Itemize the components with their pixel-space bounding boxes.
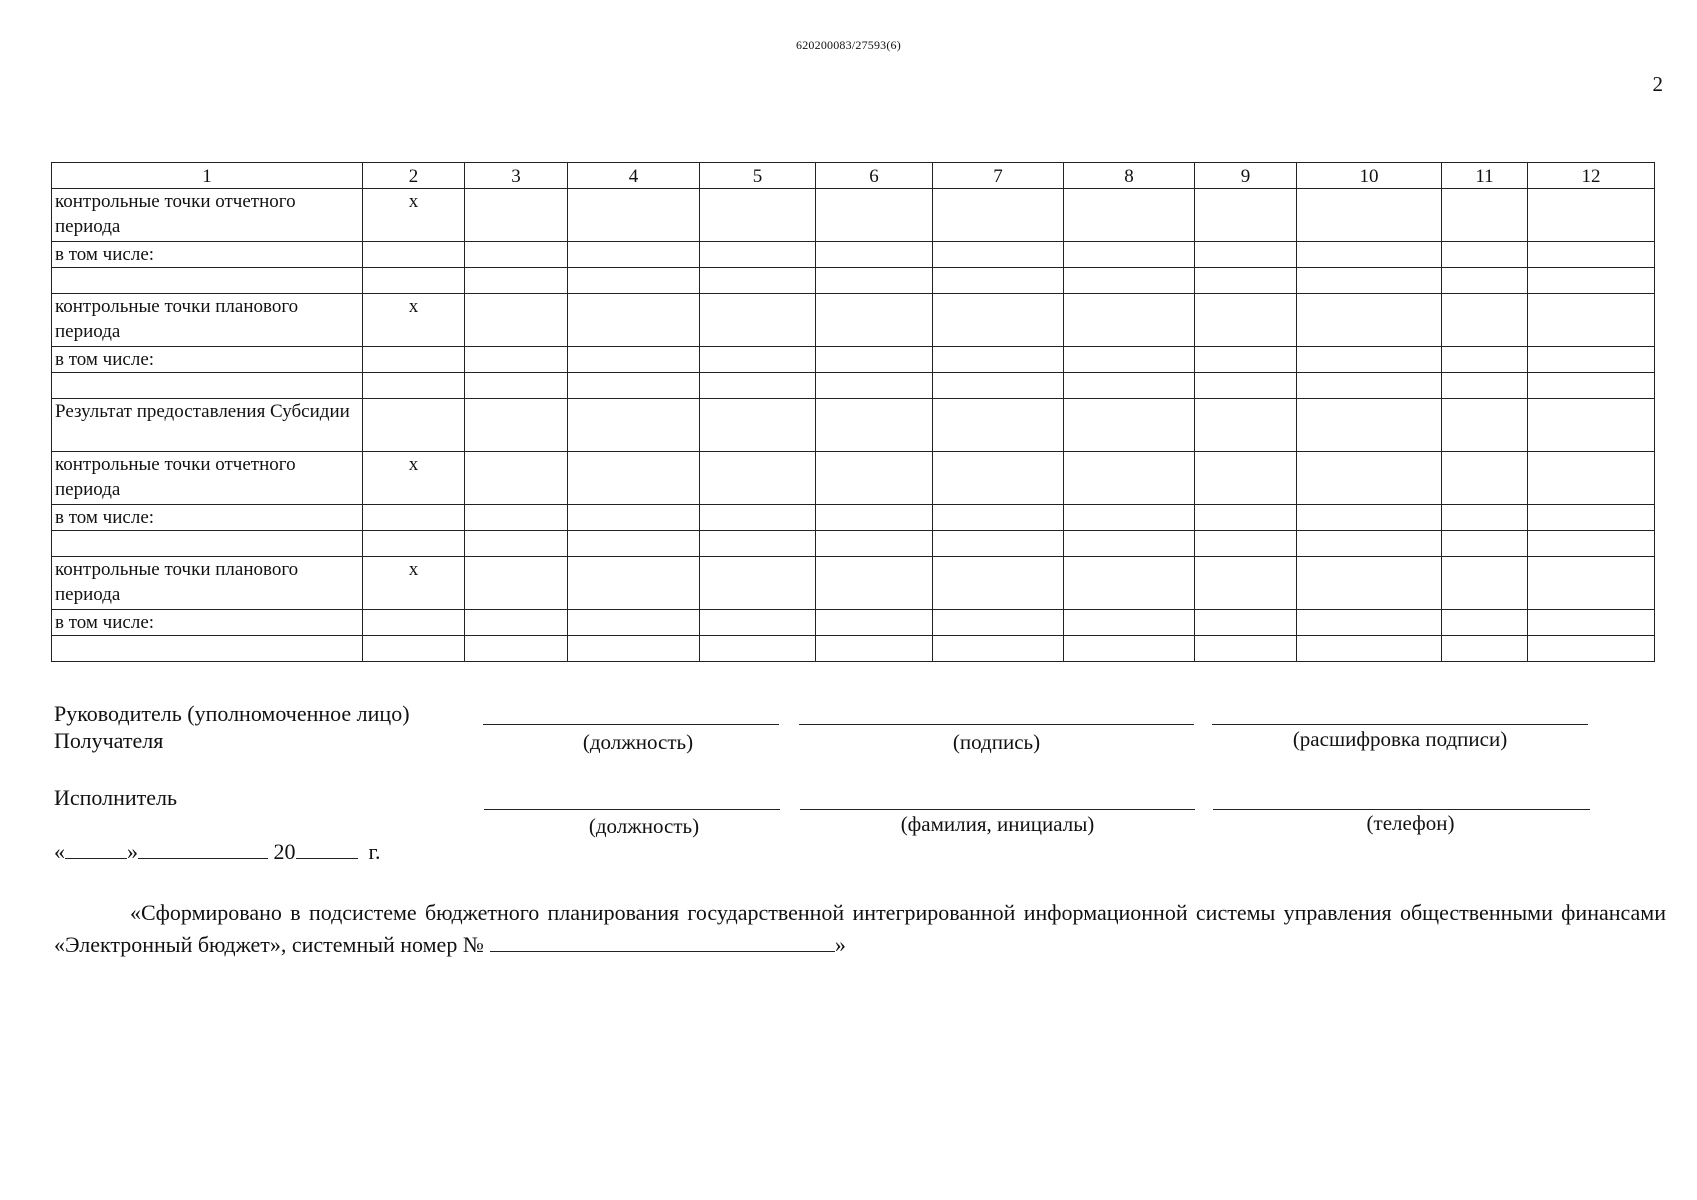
table-cell[interactable]: [816, 347, 933, 373]
table-cell[interactable]: [933, 373, 1064, 399]
table-cell[interactable]: [1442, 636, 1528, 662]
table-cell[interactable]: [700, 452, 816, 505]
date-open-quote: «: [54, 839, 65, 864]
table-cell[interactable]: [465, 242, 568, 268]
table-cell[interactable]: [465, 452, 568, 505]
table-cell[interactable]: [1195, 610, 1297, 636]
row-label-cell: [52, 531, 363, 557]
date-year-prefix: 20: [273, 839, 296, 864]
table-cell[interactable]: [933, 557, 1064, 610]
column-header: 12: [1528, 163, 1655, 189]
row-label-cell: в том числе:: [52, 610, 363, 636]
date-day-field[interactable]: [65, 838, 127, 859]
table-cell[interactable]: [568, 347, 700, 373]
table-cell[interactable]: [933, 531, 1064, 557]
table-cell[interactable]: [816, 452, 933, 505]
table-cell[interactable]: [700, 347, 816, 373]
table-cell[interactable]: [700, 268, 816, 294]
table-row: [52, 610, 1655, 636]
table-cell[interactable]: [816, 531, 933, 557]
row-label-cell: [52, 268, 363, 294]
row-label-cell: Результат предоставления Субсидии: [52, 399, 363, 452]
table-cell[interactable]: [465, 505, 568, 531]
column-header: 6: [816, 163, 933, 189]
table-row: [52, 294, 1655, 347]
table-cell[interactable]: [1442, 373, 1528, 399]
column-header: 2: [363, 163, 465, 189]
table-cell[interactable]: [1195, 636, 1297, 662]
executor-phone-field[interactable]: [1213, 809, 1590, 810]
table-cell[interactable]: [816, 557, 933, 610]
table-cell[interactable]: [1528, 373, 1655, 399]
date-line: [54, 838, 381, 865]
table-cell[interactable]: [816, 268, 933, 294]
table-cell[interactable]: [700, 505, 816, 531]
table-row: [52, 242, 1655, 268]
table-cell[interactable]: [816, 242, 933, 268]
executor-label: Исполнитель: [54, 785, 178, 810]
table-cell[interactable]: [1195, 505, 1297, 531]
column-header: 9: [1195, 163, 1297, 189]
column-2-cell: [363, 347, 465, 373]
table-cell[interactable]: [1195, 399, 1297, 452]
table-cell[interactable]: [1528, 268, 1655, 294]
executor-name-field[interactable]: [800, 809, 1195, 810]
table-cell[interactable]: [465, 294, 568, 347]
table-cell[interactable]: [1442, 505, 1528, 531]
table-cell[interactable]: [1195, 347, 1297, 373]
column-2-cell: [363, 242, 465, 268]
table-cell[interactable]: [933, 242, 1064, 268]
table-cell[interactable]: [465, 399, 568, 452]
table-cell[interactable]: [700, 294, 816, 347]
table-cell[interactable]: [568, 452, 700, 505]
table-cell[interactable]: [1195, 242, 1297, 268]
column-header: 4: [568, 163, 700, 189]
column-2-cell: x: [363, 294, 465, 347]
head-label-line1: Руководитель (уполномоченное лицо): [54, 701, 410, 726]
executor-position-field[interactable]: [484, 809, 780, 810]
table-cell[interactable]: [700, 557, 816, 610]
table-cell[interactable]: [1528, 399, 1655, 452]
column-2-cell: x: [363, 452, 465, 505]
table-cell[interactable]: [1297, 452, 1442, 505]
table-cell[interactable]: [1528, 636, 1655, 662]
table-cell[interactable]: [1442, 294, 1528, 347]
table-row: [52, 399, 1655, 452]
table-row: [52, 557, 1655, 610]
table-cell[interactable]: [933, 189, 1064, 242]
table-cell[interactable]: [465, 531, 568, 557]
table-cell[interactable]: [1528, 189, 1655, 242]
column-header: 7: [933, 163, 1064, 189]
table-cell[interactable]: [465, 610, 568, 636]
table-cell[interactable]: [1064, 557, 1195, 610]
table-cell[interactable]: [933, 399, 1064, 452]
table-cell[interactable]: [933, 347, 1064, 373]
column-2-cell: [363, 636, 465, 662]
table-cell[interactable]: [1297, 242, 1442, 268]
table-cell[interactable]: [1297, 505, 1442, 531]
row-label-cell: в том числе:: [52, 347, 363, 373]
row-label-cell: [52, 373, 363, 399]
row-label-cell: контрольные точки планового периода: [52, 557, 363, 610]
table-cell[interactable]: [465, 636, 568, 662]
table-cell[interactable]: [1195, 268, 1297, 294]
table-cell[interactable]: [1195, 189, 1297, 242]
table-row: [52, 347, 1655, 373]
table-cell[interactable]: [465, 268, 568, 294]
head-label-line2: Получателя: [54, 728, 164, 753]
executor-name-caption: (фамилия, инициалы): [900, 812, 1095, 836]
head-signature-transcript-field[interactable]: [1212, 724, 1588, 725]
table-cell[interactable]: [465, 189, 568, 242]
table-cell[interactable]: [1297, 399, 1442, 452]
column-2-cell: [363, 268, 465, 294]
table-cell[interactable]: [700, 636, 816, 662]
footer-closing-quote: »: [834, 932, 846, 957]
table-cell[interactable]: [816, 189, 933, 242]
table-cell[interactable]: [700, 242, 816, 268]
table-cell[interactable]: [816, 399, 933, 452]
table-cell[interactable]: [1297, 531, 1442, 557]
table-cell[interactable]: [568, 636, 700, 662]
table-cell[interactable]: [1064, 636, 1195, 662]
head-label: [54, 700, 410, 754]
table-cell[interactable]: [700, 189, 816, 242]
date-close-quote: »: [127, 839, 138, 864]
table-cell[interactable]: [1064, 242, 1195, 268]
table-cell[interactable]: [1442, 531, 1528, 557]
table-cell[interactable]: [1442, 557, 1528, 610]
table-cell[interactable]: [568, 294, 700, 347]
table-cell[interactable]: [1297, 189, 1442, 242]
table-cell[interactable]: [1195, 373, 1297, 399]
column-2-cell: x: [363, 189, 465, 242]
table-row: [52, 452, 1655, 505]
table-cell[interactable]: [1195, 294, 1297, 347]
row-label-cell: контрольные точки планового периода: [52, 294, 363, 347]
table-row: [52, 636, 1655, 662]
head-position-field[interactable]: [483, 724, 779, 725]
table-cell[interactable]: [1442, 347, 1528, 373]
table-cell[interactable]: [1064, 399, 1195, 452]
footer-note: [54, 897, 1666, 961]
document-id: 620200083/27593(6): [796, 38, 901, 52]
column-2-cell: [363, 373, 465, 399]
table-cell[interactable]: [1064, 268, 1195, 294]
executor-phone-caption: (телефон): [1366, 811, 1455, 835]
table-cell[interactable]: [1064, 373, 1195, 399]
table-cell[interactable]: [1297, 636, 1442, 662]
table-cell[interactable]: [568, 505, 700, 531]
table-cell[interactable]: [568, 531, 700, 557]
column-2-cell: x: [363, 557, 465, 610]
table-cell[interactable]: [816, 636, 933, 662]
table-cell[interactable]: [1297, 268, 1442, 294]
table-row: [52, 531, 1655, 557]
table-cell[interactable]: [816, 373, 933, 399]
table-cell[interactable]: [1064, 189, 1195, 242]
table-row: [52, 373, 1655, 399]
table-cell[interactable]: [1528, 242, 1655, 268]
column-2-cell: [363, 505, 465, 531]
table-cell[interactable]: [568, 189, 700, 242]
page-number: 2: [1652, 72, 1663, 96]
column-header: 5: [700, 163, 816, 189]
table-cell[interactable]: [1442, 610, 1528, 636]
head-transcript-caption: (расшифровка подписи): [1292, 727, 1508, 751]
table-cell[interactable]: [1297, 373, 1442, 399]
table-cell[interactable]: [1528, 452, 1655, 505]
table-cell[interactable]: [568, 268, 700, 294]
table-row: [52, 505, 1655, 531]
head-signature-caption: (подпись): [952, 730, 1041, 754]
head-signature-field[interactable]: [799, 724, 1194, 725]
executor-position-caption: (должность): [588, 814, 700, 838]
table-cell[interactable]: [465, 347, 568, 373]
table-cell[interactable]: [1528, 347, 1655, 373]
table-cell[interactable]: [1442, 399, 1528, 452]
table-cell[interactable]: [1297, 557, 1442, 610]
date-month-field[interactable]: [138, 838, 268, 859]
table-cell[interactable]: [465, 557, 568, 610]
table-cell[interactable]: [700, 399, 816, 452]
table-cell[interactable]: [568, 242, 700, 268]
table-cell[interactable]: [1064, 294, 1195, 347]
table-cell[interactable]: [1442, 452, 1528, 505]
table-cell[interactable]: [816, 505, 933, 531]
table-cell[interactable]: [568, 610, 700, 636]
table-cell[interactable]: [1297, 610, 1442, 636]
column-2-cell: [363, 399, 465, 452]
date-year-suffix: г.: [368, 839, 381, 864]
table-row: [52, 189, 1655, 242]
table-cell[interactable]: [700, 373, 816, 399]
head-position-caption: (должность): [582, 730, 694, 754]
table-cell[interactable]: [933, 452, 1064, 505]
table-cell[interactable]: [1442, 242, 1528, 268]
table-cell[interactable]: [1195, 557, 1297, 610]
table-cell[interactable]: [700, 531, 816, 557]
table-cell[interactable]: [1297, 294, 1442, 347]
table-cell[interactable]: [1064, 347, 1195, 373]
table-cell[interactable]: [1528, 610, 1655, 636]
table-cell[interactable]: [1528, 505, 1655, 531]
table-cell[interactable]: [933, 636, 1064, 662]
column-2-cell: [363, 531, 465, 557]
footer-text: «Сформировано в подсистеме бюджетного планирования государственной интегрированной информационной системы управления общественными финансами «Электронный бюджет», системный номер №: [54, 900, 1666, 957]
table-cell[interactable]: [933, 505, 1064, 531]
row-label-cell: в том числе:: [52, 505, 363, 531]
table-cell[interactable]: [568, 373, 700, 399]
date-year-field[interactable]: [296, 838, 358, 859]
table-cell[interactable]: [1064, 505, 1195, 531]
row-label-cell: контрольные точки отчетного периода: [52, 189, 363, 242]
table-cell[interactable]: [1442, 268, 1528, 294]
report-table: [51, 162, 1655, 662]
table-cell[interactable]: [1528, 531, 1655, 557]
table-cell[interactable]: [816, 294, 933, 347]
table-cell[interactable]: [933, 610, 1064, 636]
system-number-field[interactable]: [490, 931, 835, 952]
table-cell[interactable]: [1297, 347, 1442, 373]
column-2-cell: [363, 610, 465, 636]
table-cell[interactable]: [933, 268, 1064, 294]
column-header: 11: [1442, 163, 1528, 189]
table-cell[interactable]: [1195, 531, 1297, 557]
table-cell[interactable]: [933, 294, 1064, 347]
table-cell[interactable]: [568, 557, 700, 610]
table-cell[interactable]: [700, 610, 816, 636]
column-header: 10: [1297, 163, 1442, 189]
column-header: 3: [465, 163, 568, 189]
table-cell[interactable]: [1442, 189, 1528, 242]
table-cell[interactable]: [1195, 452, 1297, 505]
table-row: [52, 268, 1655, 294]
table-cell[interactable]: [816, 610, 933, 636]
column-header: 1: [52, 163, 363, 189]
row-label-cell: [52, 636, 363, 662]
table-header-row: [52, 163, 1655, 189]
table-cell[interactable]: [1528, 294, 1655, 347]
row-label-cell: в том числе:: [52, 242, 363, 268]
table-cell[interactable]: [1064, 531, 1195, 557]
table-cell[interactable]: [1064, 452, 1195, 505]
table-cell[interactable]: [1528, 557, 1655, 610]
row-label-cell: контрольные точки отчетного периода: [52, 452, 363, 505]
table-cell[interactable]: [568, 399, 700, 452]
column-header: 8: [1064, 163, 1195, 189]
table-cell[interactable]: [465, 373, 568, 399]
table-cell[interactable]: [1064, 610, 1195, 636]
